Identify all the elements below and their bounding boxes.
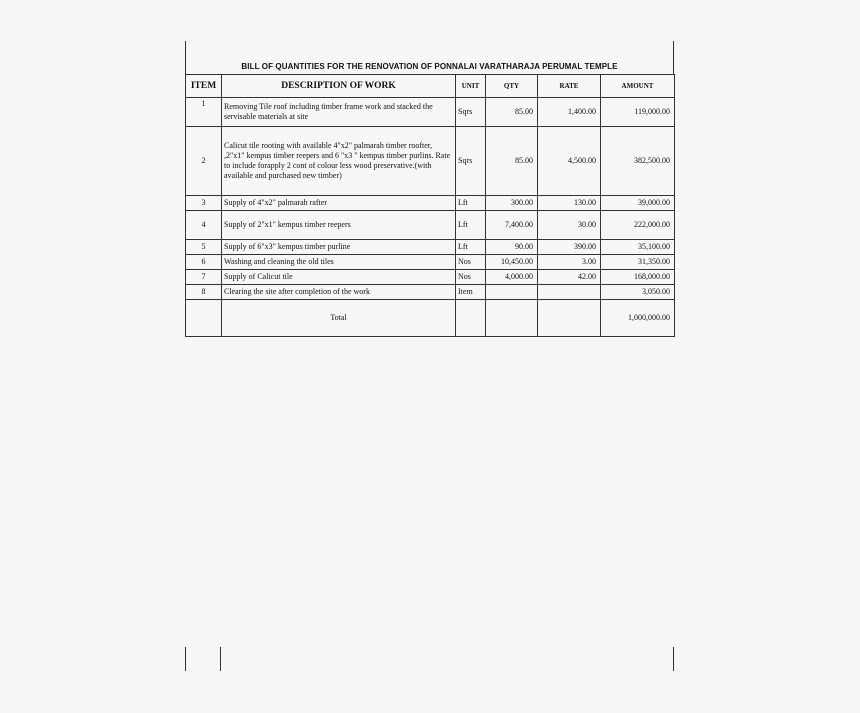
table-row	[186, 196, 675, 211]
item-qty: 7,400.00	[486, 211, 538, 240]
total-amount: 1,000,000.00	[601, 300, 675, 337]
item-qty: 300.00	[486, 196, 538, 211]
header-description: DESCRIPTION OF WORK	[222, 75, 456, 98]
item-description: Supply of 4"x2" palmarah rafter	[222, 196, 456, 211]
total-empty-cell	[456, 300, 486, 337]
header-rate: RATE	[538, 75, 601, 98]
item-unit: Sqrs	[456, 127, 486, 196]
item-qty: 10,450.00	[486, 255, 538, 270]
item-rate: 3.00	[538, 255, 601, 270]
item-qty: 85.00	[486, 98, 538, 127]
total-empty-cell	[186, 300, 222, 337]
item-amount: 39,000.00	[601, 196, 675, 211]
item-amount: 382,500.00	[601, 127, 675, 196]
item-number: 6	[186, 255, 222, 270]
header-qty: QTY	[486, 75, 538, 98]
item-number: 2	[186, 127, 222, 196]
total-label: Total	[222, 300, 456, 337]
footer-rule-left	[185, 647, 186, 671]
item-rate: 42.00	[538, 270, 601, 285]
total-empty-cell	[538, 300, 601, 337]
item-rate: 1,400.00	[538, 98, 601, 127]
boq-table	[185, 74, 675, 337]
item-description: Supply of 2"x1" kempus timber reepers	[222, 211, 456, 240]
table-row	[186, 255, 675, 270]
item-unit: Lft	[456, 196, 486, 211]
item-unit: Lft	[456, 211, 486, 240]
item-description: Calicut tile rooting with available 4"x2" palmarah timber roofter, ,2"x1" kempus timber reepers and 6 "x3 " kempus timber purlins. Rate to include forapply 2 cont of colour less wood preservative.(with available and purchased new timber)	[222, 127, 456, 196]
item-rate: 390.00	[538, 240, 601, 255]
header-unit: UNIT	[456, 75, 486, 98]
item-description: Supply of 6"x3" kempus timber purline	[222, 240, 456, 255]
table-row	[186, 285, 675, 300]
total-row	[186, 300, 675, 337]
item-amount: 35,100.00	[601, 240, 675, 255]
item-description: Washing and cleaning the old tiles	[222, 255, 456, 270]
item-amount: 31,350.00	[601, 255, 675, 270]
item-rate: 4,500.00	[538, 127, 601, 196]
item-qty: 90.00	[486, 240, 538, 255]
item-unit: Nos	[456, 255, 486, 270]
item-rate: 130.00	[538, 196, 601, 211]
item-description: Supply of Calicut tile	[222, 270, 456, 285]
item-number: 3	[186, 196, 222, 211]
header-item: ITEM	[186, 75, 222, 98]
document-title: BILL OF QUANTITIES FOR THE RENOVATION OF PONNALAI VARATHARAJA PERUMAL TEMPLE	[241, 62, 618, 71]
header-amount: AMOUNT	[601, 75, 675, 98]
boq-sheet	[185, 41, 674, 337]
item-amount: 3,050.00	[601, 285, 675, 300]
item-description: Clearing the site after completion of the work	[222, 285, 456, 300]
item-amount: 222,000.00	[601, 211, 675, 240]
item-unit: Item	[456, 285, 486, 300]
item-number: 1	[186, 98, 222, 127]
footer-rule-right	[673, 647, 674, 671]
header-row	[186, 75, 675, 98]
item-rate	[538, 285, 601, 300]
item-rate: 30.00	[538, 211, 601, 240]
item-amount: 119,000.00	[601, 98, 675, 127]
item-number: 7	[186, 270, 222, 285]
item-unit: Lft	[456, 240, 486, 255]
total-empty-cell	[486, 300, 538, 337]
footer-rule-middle	[220, 647, 221, 671]
item-qty: 85.00	[486, 127, 538, 196]
table-row	[186, 270, 675, 285]
table-row	[186, 98, 675, 127]
item-description: Removing Tile roof including timber frame work and stacked the servisable materials at site	[222, 98, 456, 127]
table-row	[186, 240, 675, 255]
item-amount: 168,000.00	[601, 270, 675, 285]
title-row	[185, 41, 674, 74]
item-number: 8	[186, 285, 222, 300]
item-unit: Sqrs	[456, 98, 486, 127]
item-unit: Nos	[456, 270, 486, 285]
item-number: 5	[186, 240, 222, 255]
item-qty	[486, 285, 538, 300]
table-row	[186, 211, 675, 240]
item-qty: 4,000.00	[486, 270, 538, 285]
item-number: 4	[186, 211, 222, 240]
table-row	[186, 127, 675, 196]
